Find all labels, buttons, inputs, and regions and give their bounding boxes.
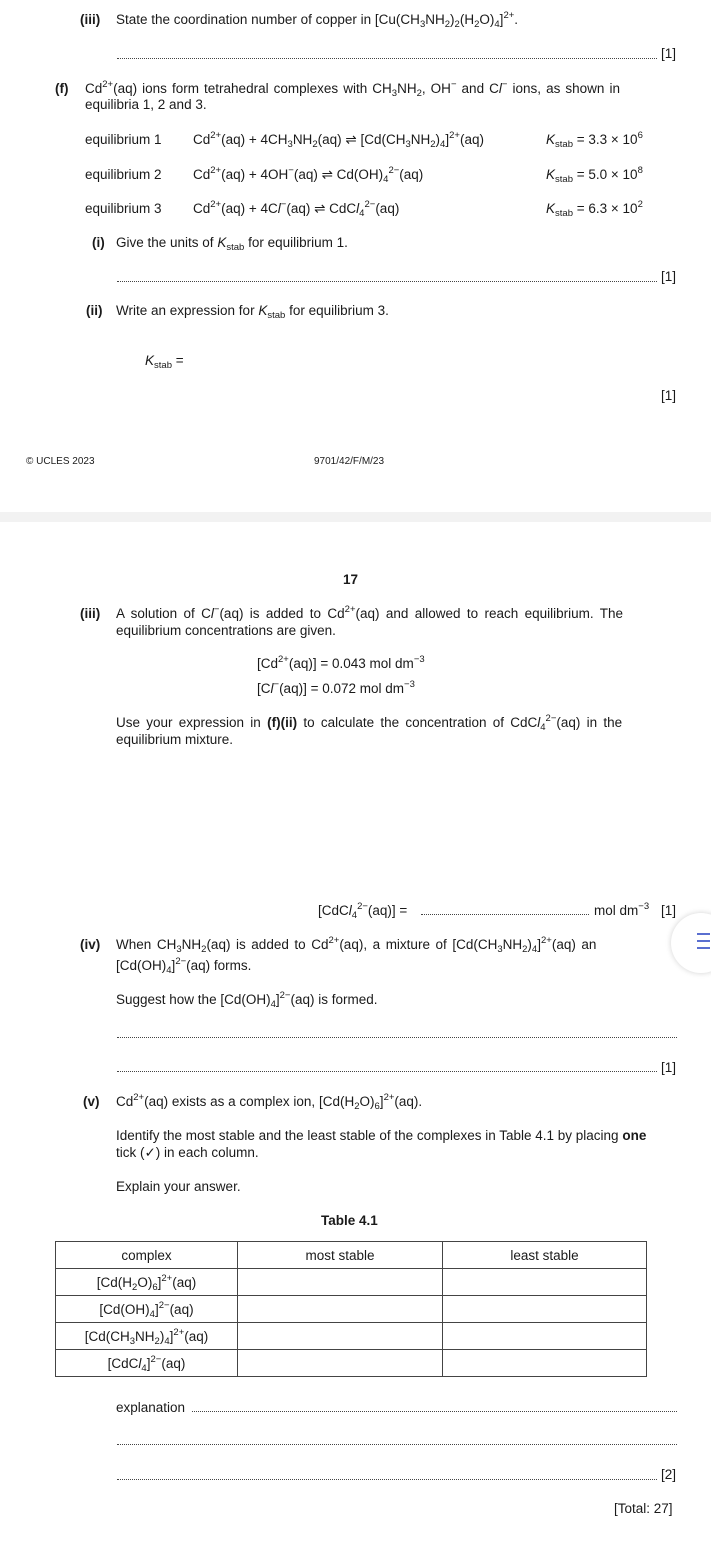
- menu-icon: [697, 940, 710, 942]
- kstab-expression-label: $K_{stab}$ =: [145, 353, 184, 371]
- total-marks: [Total: 27]: [614, 1501, 673, 1516]
- question-v-number: (v): [83, 1094, 100, 1109]
- mark-allocation: [1]: [661, 903, 677, 918]
- most-stable-tick-cell[interactable]: [238, 1323, 443, 1350]
- complex-cell: $[Cd(H_2O)_6]^{2+}(aq)$: [56, 1269, 238, 1296]
- question-ii-text: Write an expression for $K_{stab}$ for equilibrium 3.: [116, 303, 389, 321]
- mark-allocation: [2]: [661, 1467, 677, 1482]
- mark-allocation: [1]: [661, 388, 677, 403]
- complex-cell: $[Cd(CH_3NH_2)_4]^{2+}(aq)$: [56, 1323, 238, 1350]
- cd-concentration: $[Cd^{2+}(aq)] = 0.043$ mol $dm^{-3}$: [257, 654, 425, 671]
- page-number: 17: [343, 572, 359, 587]
- most-stable-tick-cell[interactable]: [238, 1296, 443, 1323]
- question-v-text: $Cd^{2+}(aq)$ exists as a complex ion, $[Cd(H_2O)_6]^{2+}(aq)$.: [116, 1092, 423, 1112]
- equilibrium-arrow-icon: ⇌: [314, 201, 326, 216]
- complex-cell: $[Cd(OH)_4]^{2-}(aq)$: [56, 1296, 238, 1323]
- cdcl4-answer-label: [CdCl$_4^{2-}$(aq)] =: [318, 901, 408, 921]
- equilibrium-arrow-icon: ⇌: [321, 167, 333, 182]
- table-row: [56, 1323, 647, 1350]
- question-f-text-line2: equilibria 1, 2 and 3.: [85, 97, 207, 112]
- page-divider: [0, 512, 711, 522]
- most-stable-tick-cell[interactable]: [238, 1350, 443, 1377]
- question-v-identify-line2: tick (✓) in each column.: [116, 1145, 259, 1160]
- answer-line[interactable]: [421, 914, 589, 915]
- mark-allocation: [1]: [661, 46, 677, 61]
- least-stable-tick-cell[interactable]: [443, 1350, 647, 1377]
- question-f-text: $Cd^{2+}(aq)$ ions form tetrahedral complexes with $CH_3NH_2$, OH− and Cl− ions, as shown in: [85, 79, 620, 99]
- equilibrium-3-kstab: $K_{stab} = 6.3 \times 10^2$: [546, 199, 643, 219]
- answer-line[interactable]: [117, 1444, 677, 1445]
- mark-allocation: [1]: [661, 1060, 677, 1075]
- menu-icon: [697, 933, 710, 935]
- equilibrium-3-label: equilibrium 3: [85, 201, 162, 216]
- equilibrium-1-equation: $Cd^{2+}(aq) + 4CH_3NH_2(aq)$ ⇌ $[Cd(CH_3NH_2)_4]^{2+}(aq)$: [193, 130, 484, 150]
- question-ii-number: (ii): [86, 303, 103, 318]
- most-stable-tick-cell[interactable]: [238, 1269, 443, 1296]
- footer-copyright: © UCLES 2023: [26, 456, 95, 467]
- column-header-most-stable: most stable: [238, 1242, 443, 1269]
- cl-concentration: [Cl−(aq)] = 0.072 mol $dm^{-3}$: [257, 679, 415, 696]
- equilibrium-2-kstab: $K_{stab} = 5.0 \times 10^8$: [546, 165, 643, 185]
- question-i-text: Give the units of $K_{stab}$ for equilibrium 1.: [116, 235, 348, 253]
- equilibrium-1-kstab: $K_{stab} = 3.3 \times 10^6$: [546, 130, 643, 150]
- answer-line[interactable]: [192, 1411, 677, 1412]
- table-title: Table 4.1: [321, 1213, 378, 1228]
- answer-line[interactable]: [117, 1037, 677, 1038]
- question-iii-text-line2: equilibrium concentrations are given.: [116, 623, 336, 638]
- question-iv-number: (iv): [80, 937, 101, 952]
- least-stable-tick-cell[interactable]: [443, 1296, 647, 1323]
- question-f-number: (f): [55, 81, 69, 96]
- least-stable-tick-cell[interactable]: [443, 1269, 647, 1296]
- equilibrium-2-label: equilibrium 2: [85, 167, 162, 182]
- table-header-row: [56, 1242, 647, 1269]
- equilibrium-arrow-icon: ⇌: [345, 132, 357, 147]
- column-header-least-stable: least stable: [443, 1242, 647, 1269]
- question-v-explain: Explain your answer.: [116, 1179, 241, 1194]
- calculation-instruction-line2: equilibrium mixture.: [116, 732, 234, 747]
- question-iii-number: (iii): [80, 12, 101, 27]
- explanation-label: explanation: [116, 1400, 186, 1415]
- table-row: [56, 1350, 647, 1377]
- answer-line[interactable]: [117, 1071, 657, 1072]
- equilibrium-2-equation: $Cd^{2+}(aq) + 4OH^-(aq)$ ⇌ $Cd(OH)_4^{2-}(aq)$: [193, 165, 424, 185]
- answer-line[interactable]: [117, 281, 657, 282]
- stability-table: [55, 1241, 647, 1377]
- calculation-instruction: Use your expression in (f)(ii) to calculate the concentration of CdCl$_4^{2-}$(aq) in the: [116, 713, 623, 733]
- least-stable-tick-cell[interactable]: [443, 1323, 647, 1350]
- floating-menu-button[interactable]: [671, 913, 711, 973]
- footer-paper-code: 9701/42/F/M/23: [314, 456, 385, 467]
- question-iv-text-line2: $[Cd(OH)_4]^{2-}(aq)$ forms.: [116, 956, 252, 976]
- answer-line[interactable]: [117, 1479, 657, 1480]
- question-iii-text: A solution of Cl−(aq) is added to $Cd^{2+}(aq)$ and allowed to reach equilibrium. The: [116, 604, 623, 621]
- column-header-complex: complex: [56, 1242, 238, 1269]
- table-row: [56, 1296, 647, 1323]
- question-iv-text: When $CH_3NH_2(aq)$ is added to $Cd^{2+}(aq)$, a mixture of $[Cd(CH_3NH_2)_4]^{2+}(aq)$ an: [116, 935, 597, 955]
- complex-cell: [CdCl$_4$]$^{2-}$(aq): [56, 1350, 238, 1377]
- question-v-identify: Identify the most stable and the least stable of the complexes in Table 4.1 by placing one: [116, 1128, 647, 1143]
- menu-icon: [697, 947, 710, 949]
- mark-allocation: [1]: [661, 269, 677, 284]
- equilibrium-3-equation: $Cd^{2+}(aq) + 4Cl^-(aq)$ ⇌ CdCl$_4^{2-}$(aq): [193, 199, 400, 219]
- question-iii-text: State the coordination number of copper in $[Cu(CH_3NH_2)_2(H_2O)_4]^{2+}$.: [116, 10, 519, 30]
- table-row: [56, 1269, 647, 1296]
- equilibrium-1-label: equilibrium 1: [85, 132, 162, 147]
- answer-line[interactable]: [117, 58, 657, 59]
- question-i-number: (i): [92, 235, 105, 250]
- answer-units: mol $dm^{-3}$: [594, 901, 650, 918]
- question-iv-suggest: Suggest how the $[Cd(OH)_4]^{2-}(aq)$ is formed.: [116, 990, 378, 1010]
- question-iii-number: (iii): [80, 606, 101, 621]
